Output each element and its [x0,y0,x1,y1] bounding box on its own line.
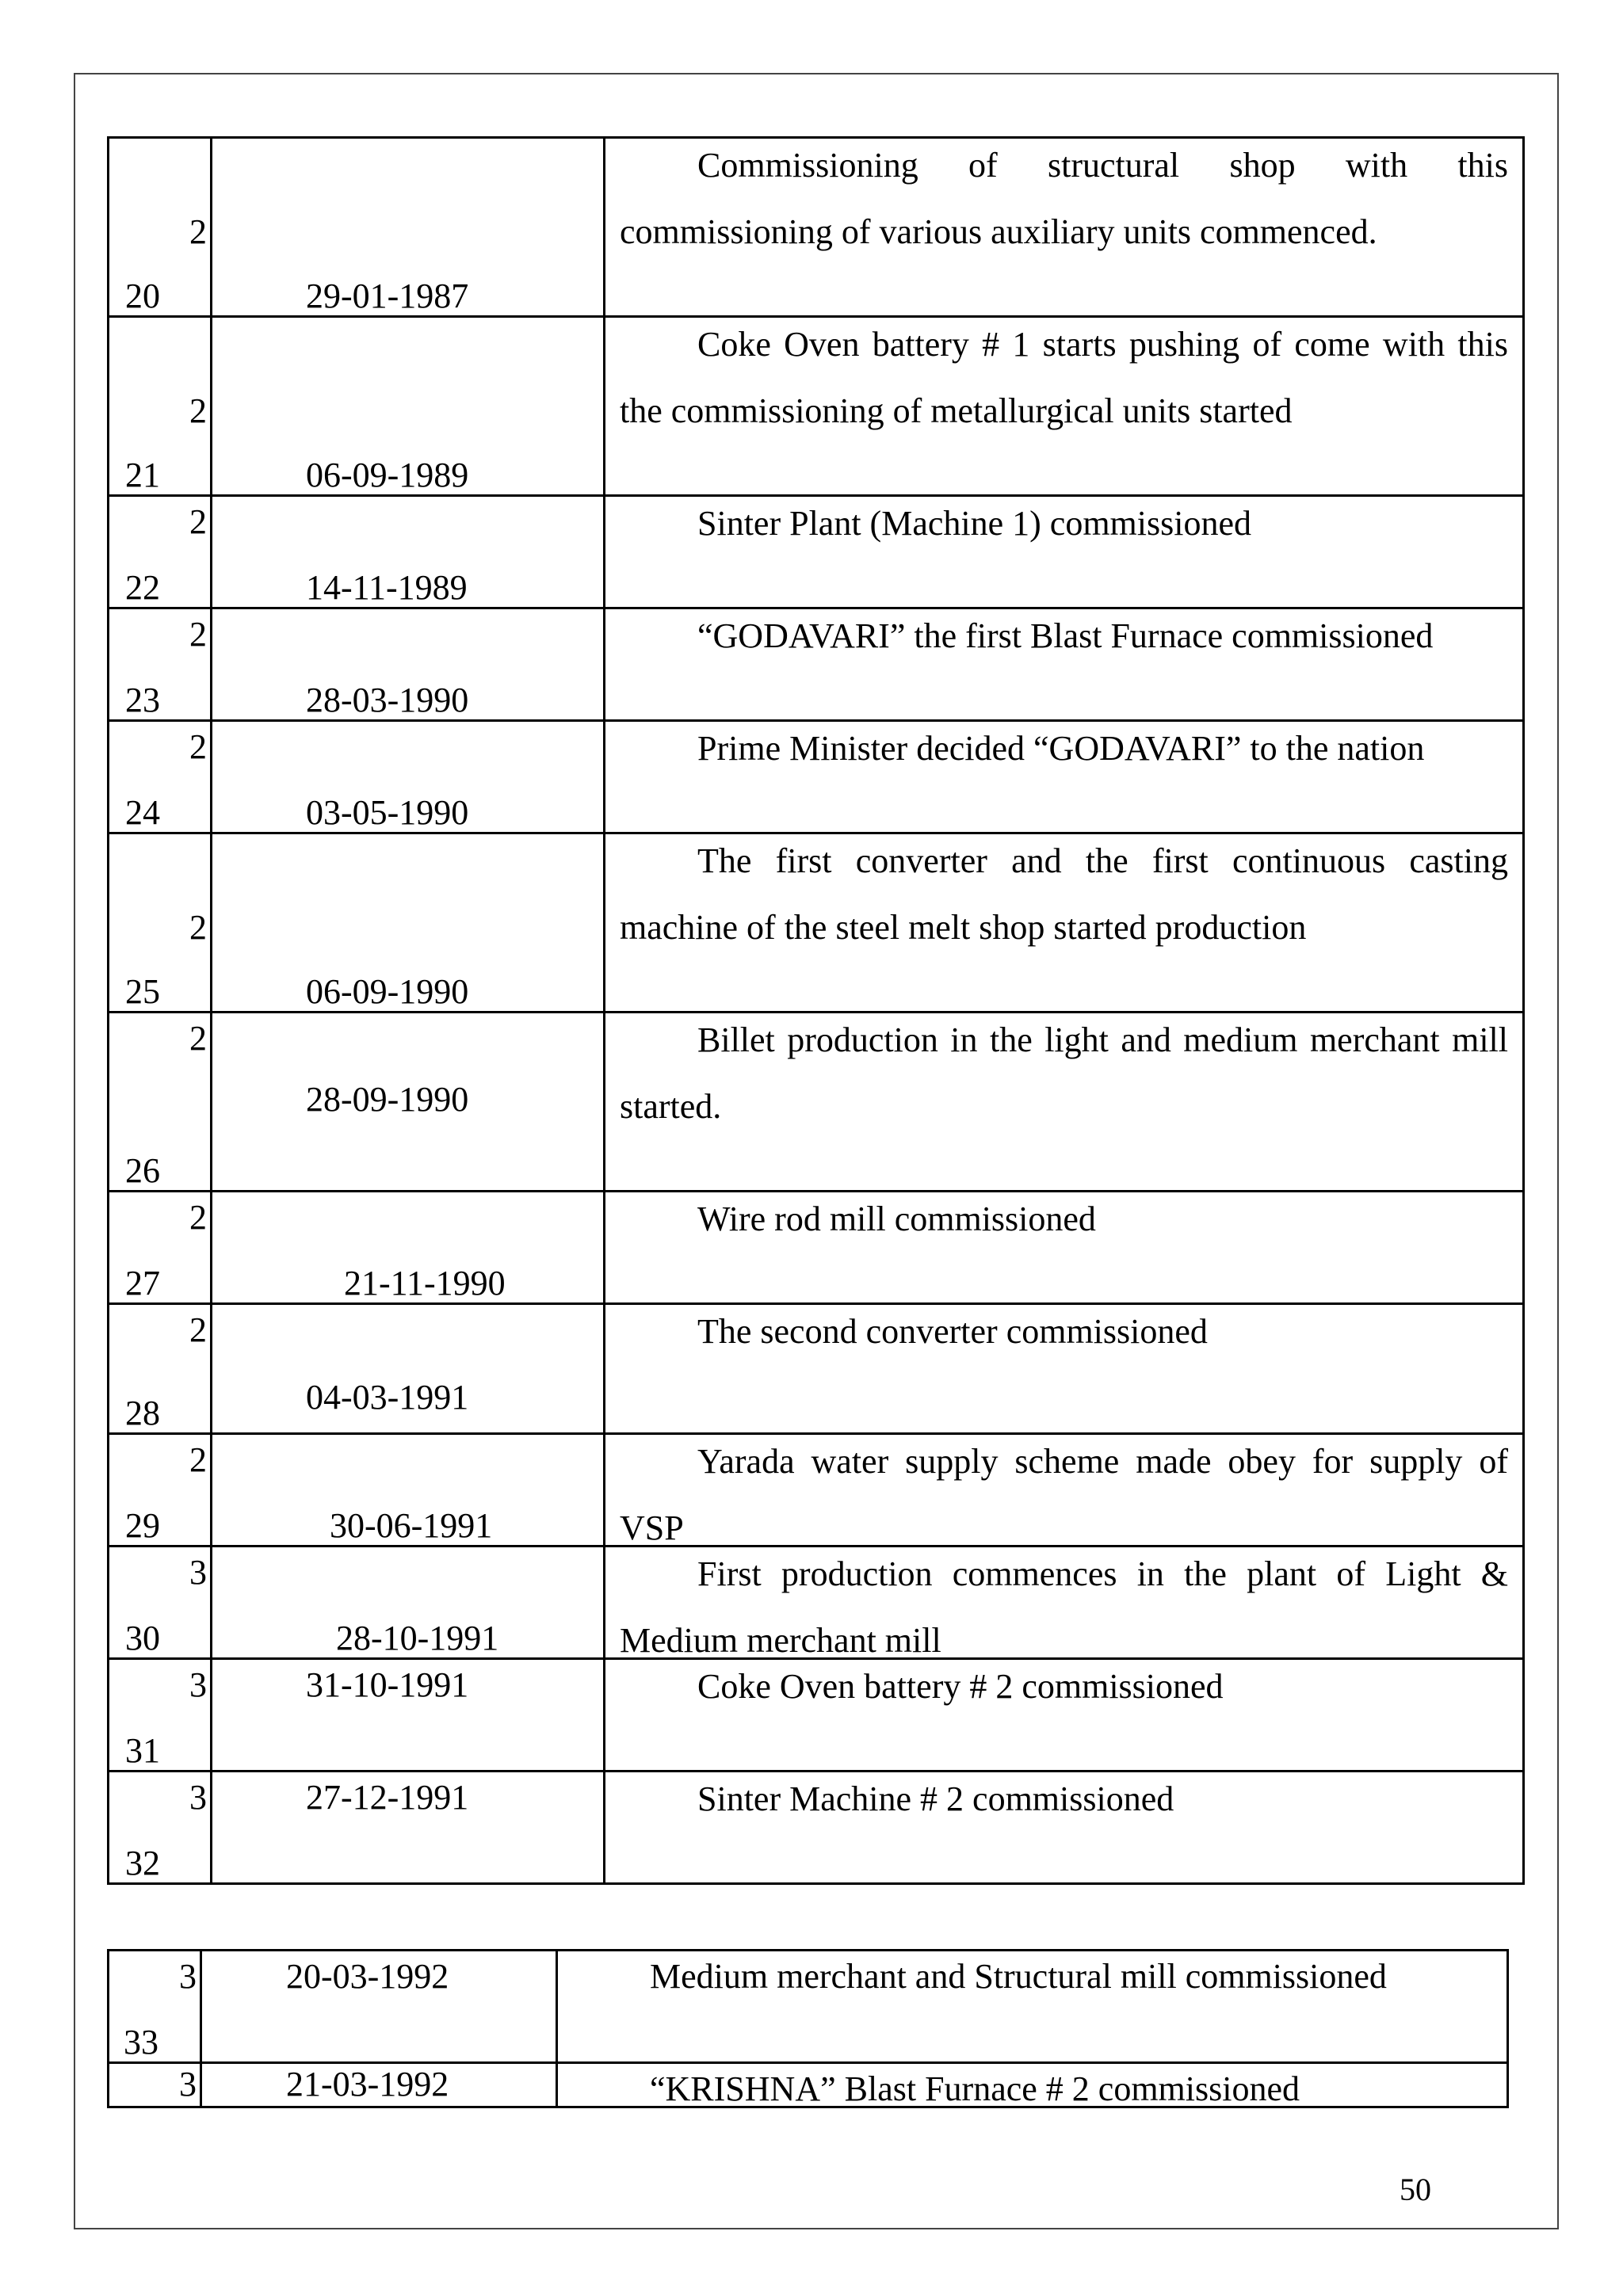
serial-number-cell [109,608,212,721]
description-cell [605,1772,1524,1884]
date-cell [212,1192,605,1304]
event-description-text: Coke Oven battery # 1 starts pushing of come with this the commissioning of metallurgical units started [620,325,1508,430]
description-cell [605,1304,1524,1434]
description-cell [605,833,1524,1013]
event-description [605,707,1522,782]
table-row [109,608,1524,721]
serial-number: 23 [125,681,160,719]
serial-number-cell [109,1304,212,1434]
event-description-text: “GODAVARI” the first Blast Furnace commissioned [697,616,1434,655]
event-description-text: Sinter Plant (Machine 1) commissioned [697,504,1251,543]
event-date: 06-09-1990 [306,972,469,1011]
event-date: 31-10-1991 [306,1665,469,1704]
event-date: 21-11-1990 [344,1264,506,1302]
table-row [109,1772,1524,1884]
date-cell [212,721,605,833]
serial-number-cell [109,496,212,608]
event-date: 04-03-1991 [306,1378,469,1417]
serial-number-fragment: 2 [189,730,207,765]
event-description-text: The first converter and the first continuous casting machine of the steel melt shop started production [620,841,1508,947]
description-cell [557,1951,1508,2063]
serial-number-fragment: 2 [189,1200,207,1235]
serial-number: 29 [125,1506,160,1545]
date-cell [212,1013,605,1192]
serial-number-cell [109,1659,212,1772]
table-row [109,317,1524,496]
event-date: 28-03-1990 [306,681,469,719]
table-row [109,1304,1524,1434]
serial-number-cell [109,2063,201,2107]
event-description [558,2048,1507,2122]
page-number: 50 [1400,2172,1431,2207]
serial-number: 21 [125,456,160,494]
serial-number: 33 [124,2023,158,2061]
event-date: 20-03-1992 [286,1957,449,1996]
date-cell [201,1951,557,2063]
date-cell [212,1434,605,1547]
event-description-text: First production commences in the plant of Light & Medium merchant mill [620,1554,1508,1660]
event-description-text: Medium merchant and Structural mill commissioned [650,1957,1387,1996]
table-row [109,1192,1524,1304]
date-cell [212,608,605,721]
date-cell [212,317,605,496]
serial-number-cell [109,1772,212,1884]
description-cell [605,1659,1524,1772]
serial-number-cell [109,1192,212,1304]
date-cell [212,1772,605,1884]
event-date: 28-10-1991 [336,1619,499,1657]
serial-number-cell [109,1547,212,1659]
event-date: 29-01-1987 [306,277,469,315]
description-cell [605,138,1524,317]
event-description-text: Sinter Machine # 2 commissioned [697,1779,1174,1818]
event-description [605,999,1522,1140]
event-date: 28-09-1990 [306,1080,469,1119]
serial-number-fragment: 3 [189,1555,207,1590]
serial-number: 28 [125,1394,160,1432]
serial-number-fragment: 2 [189,394,207,429]
serial-number-cell [109,1951,201,2063]
date-cell [212,1304,605,1434]
serial-number-cell [109,721,212,833]
event-date: 30-06-1991 [330,1506,493,1545]
description-cell [605,496,1524,608]
serial-number: 24 [125,793,160,832]
event-description [605,482,1522,557]
event-description [605,303,1522,444]
serial-number: 27 [125,1264,160,1302]
description-cell [557,2063,1508,2107]
serial-number: 26 [125,1151,160,1190]
description-cell [605,608,1524,721]
event-description-text: The second converter commissioned [697,1312,1208,1351]
event-description [605,820,1522,961]
serial-number-fragment: 3 [179,1959,197,1994]
table-row [109,1013,1524,1192]
serial-number: 20 [125,277,160,315]
table-row [109,1659,1524,1772]
serial-number-cell [109,833,212,1013]
event-date: 14-11-1989 [306,568,468,607]
table-row [109,2063,1508,2107]
table-row [109,1547,1524,1659]
description-cell [605,1013,1524,1192]
serial-number-fragment: 2 [189,1313,207,1348]
event-description [605,1758,1522,1833]
serial-number-cell [109,1434,212,1547]
date-cell [212,138,605,317]
serial-number-fragment: 2 [189,910,207,945]
event-description-text: “KRISHNA” Blast Furnace # 2 commissioned [650,2069,1300,2108]
date-cell [201,2063,557,2107]
serial-number-fragment: 2 [189,505,207,540]
serial-number-fragment: 2 [189,1443,207,1478]
serial-number: 31 [125,1731,160,1770]
serial-number-fragment: 2 [189,215,207,250]
event-description [605,124,1522,265]
date-cell [212,1659,605,1772]
description-cell [605,1547,1524,1659]
description-cell [605,1434,1524,1547]
table-row [109,138,1524,317]
event-description-text: Coke Oven battery # 2 commissioned [697,1667,1224,1706]
event-description [605,1646,1522,1720]
event-description [605,1291,1522,1365]
serial-number: 25 [125,972,160,1011]
date-cell [212,1547,605,1659]
serial-number: 30 [125,1619,160,1657]
serial-number-fragment: 3 [179,2067,197,2102]
event-date: 27-12-1991 [306,1778,469,1817]
event-description-text: Wire rod mill commissioned [697,1199,1096,1238]
event-description-text: Yarada water supply scheme made obey for supply of VSP [620,1442,1508,1547]
description-cell [605,317,1524,496]
serial-number-cell [109,138,212,317]
event-date: 21-03-1992 [286,2065,449,2103]
serial-number-fragment: 3 [189,1668,207,1703]
event-description [558,1936,1507,2010]
table-row [109,496,1524,608]
table-row [109,833,1524,1013]
timeline-table [107,136,1525,1885]
event-date: 03-05-1990 [306,793,469,832]
serial-number-fragment: 2 [189,1021,207,1056]
timeline-table-continued [107,1949,1509,2108]
table-row [109,1434,1524,1547]
date-cell [212,833,605,1013]
date-cell [212,496,605,608]
description-cell [605,721,1524,833]
event-description [605,595,1522,669]
event-description-text: Commissioning of structural shop with this commissioning of various auxiliary units commenced. [620,146,1508,251]
event-description [605,1178,1522,1253]
event-description-text: Prime Minister decided “GODAVARI” to the nation [697,729,1425,768]
table-row [109,1951,1508,2063]
serial-number-cell [109,317,212,496]
serial-number-fragment: 2 [189,617,207,652]
table-row [109,721,1524,833]
event-description-text: Billet production in the light and medium merchant mill started. [620,1020,1508,1126]
serial-number: 32 [125,1844,160,1882]
serial-number-cell [109,1013,212,1192]
serial-number: 22 [125,568,160,607]
event-date: 06-09-1989 [306,456,469,494]
description-cell [605,1192,1524,1304]
serial-number-fragment: 3 [189,1780,207,1815]
